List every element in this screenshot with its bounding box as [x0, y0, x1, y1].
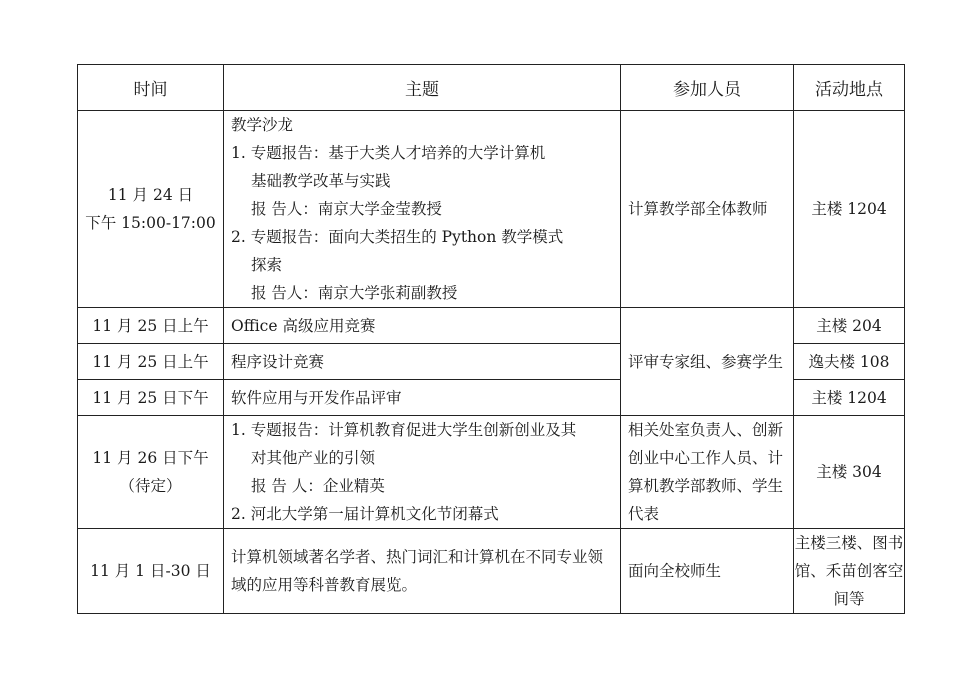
- venue-cell: 逸夫楼 108: [794, 344, 905, 380]
- venue-cell: 主楼 304: [794, 416, 905, 529]
- topic-title: 教学沙龙: [231, 116, 294, 134]
- header-topic: 主题: [224, 65, 621, 111]
- participants-cell: 面向全校师生: [621, 529, 794, 614]
- time-range: 下午 15:00-17:00: [85, 214, 216, 232]
- venue-cell: 主楼 204: [794, 308, 905, 344]
- topic-cell: Office 高级应用竞赛: [224, 308, 621, 344]
- venue-cell: 主楼三楼、图书馆、禾苗创客空间等: [794, 529, 905, 614]
- participants-cell: 计算教学部全体教师: [621, 111, 794, 308]
- topic-cell: 软件应用与开发作品评审: [224, 380, 621, 416]
- participants-cell: 评审专家组、参赛学生: [621, 308, 794, 416]
- schedule-table: [77, 64, 905, 614]
- table-row: [78, 111, 905, 308]
- header-time: 时间: [78, 65, 224, 111]
- time-date: 11 月 26 日下午: [92, 449, 209, 467]
- venue-cell: 主楼 1204: [794, 111, 905, 308]
- topic-item: 1. 专题报告：计算机教育促进大学生创新创业及其: [231, 421, 577, 439]
- topic-item-cont: 对其他产业的引领: [251, 449, 376, 467]
- time-cell: [78, 416, 224, 529]
- topic-item: 2. 专题报告：面向大类招生的 Python 教学模式: [231, 228, 564, 246]
- header-row: [78, 65, 905, 111]
- time-cell: 11 月 1 日-30 日: [78, 529, 224, 614]
- topic-item-cont: 基础教学改革与实践: [251, 172, 391, 190]
- topic-item: 2. 河北大学第一届计算机文化节闭幕式: [231, 505, 499, 523]
- topic-reporter: 报 告 人：企业精英: [251, 477, 385, 495]
- time-cell: 11 月 25 日上午: [78, 308, 224, 344]
- topic-cell: 计算机领域著名学者、热门词汇和计算机在不同专业领域的应用等科普教育展览。: [224, 529, 621, 614]
- table-row: [78, 529, 905, 614]
- time-date: 11 月 24 日: [107, 186, 194, 204]
- table-row: [78, 308, 905, 344]
- topic-item: 1. 专题报告：基于大类人才培养的大学计算机: [231, 144, 546, 162]
- header-participants: 参加人员: [621, 65, 794, 111]
- time-cell: 11 月 25 日上午: [78, 344, 224, 380]
- time-cell: 11 月 25 日下午: [78, 380, 224, 416]
- table-row: [78, 416, 905, 529]
- time-cell: [78, 111, 224, 308]
- topic-cell: 程序设计竞赛: [224, 344, 621, 380]
- header-venue: 活动地点: [794, 65, 905, 111]
- time-note: （待定）: [119, 477, 182, 495]
- topic-reporter: 报 告人：南京大学张莉副教授: [251, 284, 458, 302]
- topic-item-cont: 探索: [251, 256, 283, 274]
- topic-cell: [224, 111, 621, 308]
- venue-cell: 主楼 1204: [794, 380, 905, 416]
- participants-cell: 相关处室负责人、创新创业中心工作人员、计算机教学部教师、学生代表: [621, 416, 794, 529]
- topic-reporter: 报 告人：南京大学金莹教授: [251, 200, 442, 218]
- topic-cell: [224, 416, 621, 529]
